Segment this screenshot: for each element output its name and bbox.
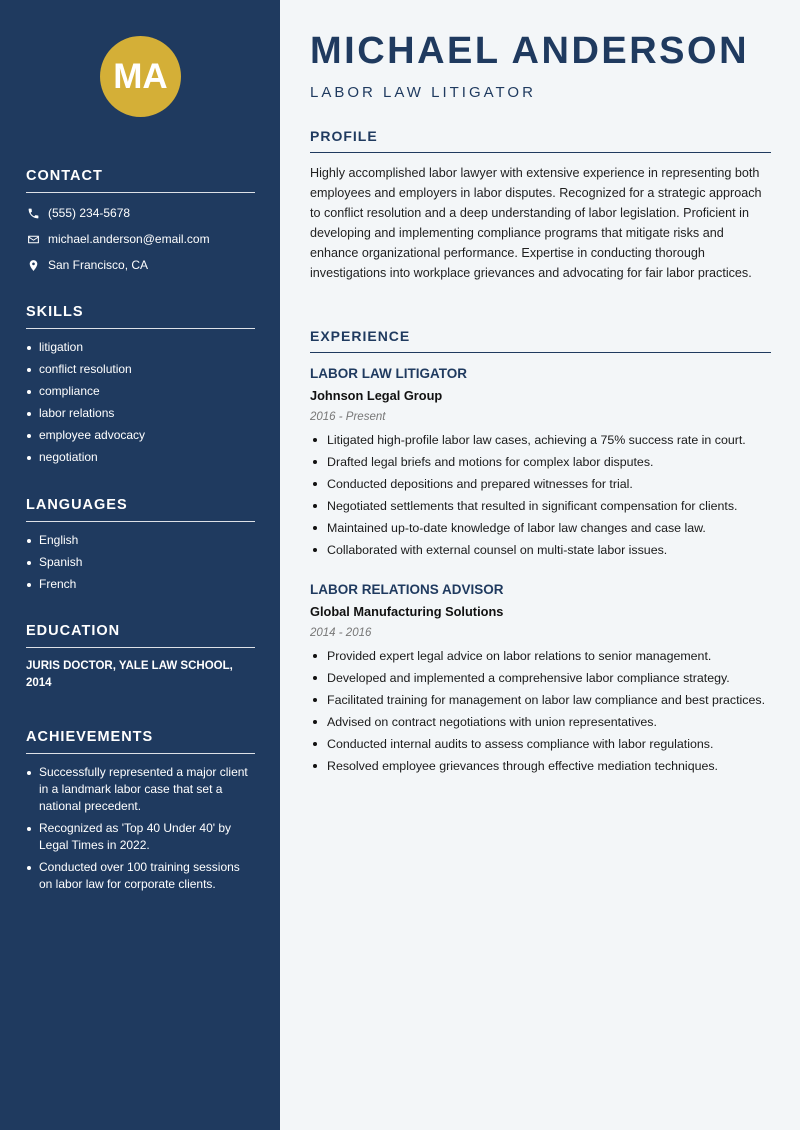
experience-title: EXPERIENCE <box>310 328 771 353</box>
list-item: Spanish <box>26 554 255 571</box>
email-icon <box>26 232 40 246</box>
list-item: Successfully represented a major client in a landmark labor case that set a national precedent. <box>26 764 255 815</box>
languages-title: LANGUAGES <box>26 497 255 522</box>
education-entry: JURIS DOCTOR, YALE LAW SCHOOL, 2014 <box>26 660 233 689</box>
skills-list <box>26 339 255 466</box>
list-item: Advised on contract negotiations with union representatives. <box>310 713 771 731</box>
job-dates: 2014 - 2016 <box>310 627 372 639</box>
list-item: Recognized as 'Top 40 Under 40' by Legal Times in 2022. <box>26 820 255 854</box>
contact-email[interactable]: michael.anderson@email.com <box>48 232 210 246</box>
list-item: Resolved employee grievances through effective mediation techniques. <box>310 757 771 775</box>
contact-title: CONTACT <box>26 168 255 193</box>
job-company: Global Manufacturing Solutions <box>310 604 504 619</box>
job-bullets <box>310 647 771 775</box>
job-role-subtitle: LABOR LAW LITIGATOR <box>310 84 536 101</box>
contact-location-row <box>26 256 255 274</box>
job-title: LABOR LAW LITIGATOR <box>310 366 467 381</box>
list-item: employee advocacy <box>26 427 255 444</box>
job-company: Johnson Legal Group <box>310 388 443 403</box>
contact-email-row <box>26 230 255 248</box>
list-item: English <box>26 532 255 549</box>
list-item: Conducted depositions and prepared witnesses for trial. <box>310 475 771 493</box>
contact-section <box>26 168 255 274</box>
profile-title: PROFILE <box>310 128 771 153</box>
education-section <box>26 623 255 692</box>
job-dates: 2016 - Present <box>310 411 386 423</box>
location-pin-icon <box>26 258 40 272</box>
languages-section <box>26 497 255 598</box>
experience-section <box>310 328 771 353</box>
job-bullets <box>310 431 771 559</box>
list-item: Developed and implemented a comprehensive labor compliance strategy. <box>310 669 771 687</box>
list-item: French <box>26 576 255 593</box>
profile-text: Highly accomplished labor lawyer with extensive experience in representing both employees and employers in labor disputes. Recognized for a strategic approach to conflict resolution and a deep understanding of labor legislation. Proficient in developing and implementing compliance programs that mitigate risks and enhance organizational performance. Expertise in conducting thorough investigations into workplace grievances and advocating for fair labor practices. <box>310 166 762 281</box>
contact-location: San Francisco, CA <box>48 258 149 272</box>
achievements-section <box>26 729 255 898</box>
page-title: MICHAEL ANDERSON <box>310 30 750 72</box>
list-item: Collaborated with external counsel on multi-state labor issues. <box>310 541 771 559</box>
avatar: MA <box>100 36 181 117</box>
skills-title: SKILLS <box>26 304 255 329</box>
list-item: Negotiated settlements that resulted in significant compensation for clients. <box>310 497 771 515</box>
list-item: Provided expert legal advice on labor relations to senior management. <box>310 647 771 665</box>
job-title: LABOR RELATIONS ADVISOR <box>310 582 504 597</box>
languages-list <box>26 532 255 593</box>
list-item: negotiation <box>26 449 255 466</box>
skills-section <box>26 304 255 471</box>
achievements-list <box>26 764 255 893</box>
job-entry <box>310 581 771 779</box>
list-item: Litigated high-profile labor law cases, achieving a 75% success rate in court. <box>310 431 771 449</box>
list-item: Facilitated training for management on labor law compliance and best practices. <box>310 691 771 709</box>
contact-phone[interactable]: (555) 234-5678 <box>48 206 131 220</box>
profile-section <box>310 128 771 284</box>
list-item: litigation <box>26 339 255 356</box>
list-item: labor relations <box>26 405 255 422</box>
list-item: Conducted over 100 training sessions on labor law for corporate clients. <box>26 859 255 893</box>
list-item: compliance <box>26 383 255 400</box>
list-item: Maintained up-to-date knowledge of labor law changes and case law. <box>310 519 771 537</box>
phone-icon <box>26 206 40 220</box>
list-item: conflict resolution <box>26 361 255 378</box>
job-entry <box>310 365 771 563</box>
list-item: Conducted internal audits to assess compliance with labor regulations. <box>310 735 771 753</box>
sidebar <box>0 0 280 1130</box>
achievements-title: ACHIEVEMENTS <box>26 729 255 754</box>
education-title: EDUCATION <box>26 623 255 648</box>
list-item: Drafted legal briefs and motions for complex labor disputes. <box>310 453 771 471</box>
contact-phone-row <box>26 204 255 222</box>
